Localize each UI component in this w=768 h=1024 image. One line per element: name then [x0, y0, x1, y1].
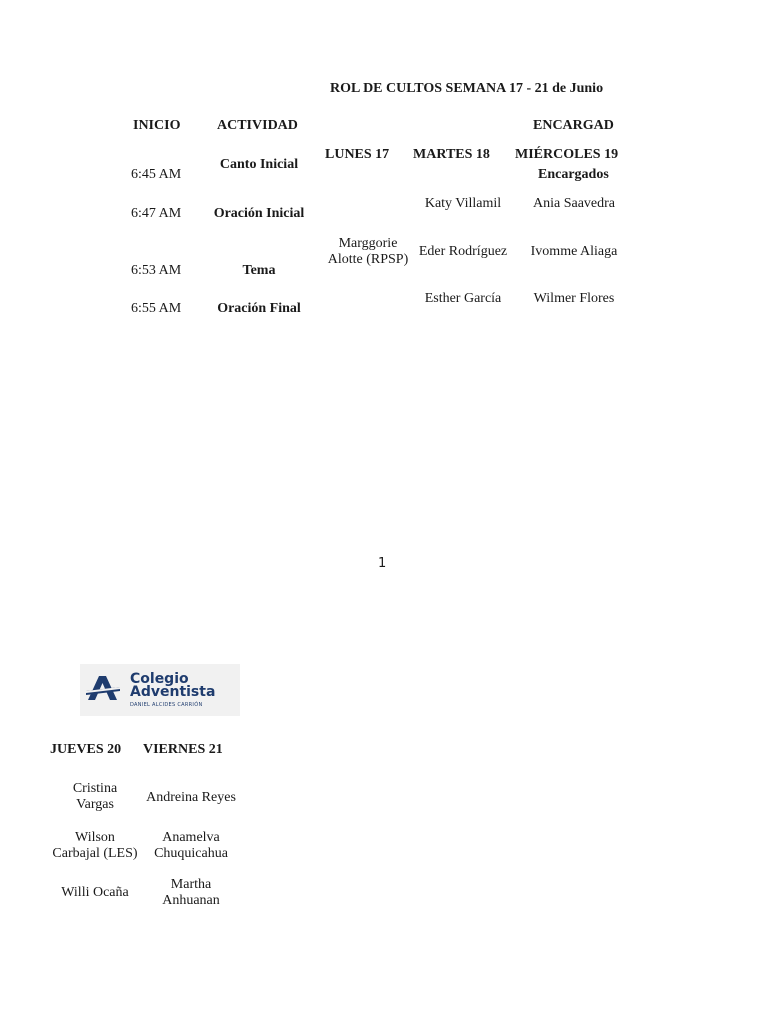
time-cell: 6:45 AM: [131, 167, 182, 182]
miercoles-assignee: Wilmer Flores: [533, 291, 615, 306]
viernes-assignee-line1: Andreina Reyes: [146, 790, 236, 805]
school-logo: [80, 664, 240, 716]
activity-cell: Oración Inicial: [213, 206, 305, 221]
header-miercoles: MIÉRCOLES 19: [515, 147, 619, 162]
header-lunes: LUNES 17: [325, 147, 390, 162]
martes-assignee: Katy Villamil: [424, 196, 502, 211]
header-encargados: Encargados: [538, 167, 609, 182]
viernes-assignee-line1: Anamelva: [162, 830, 220, 845]
lunes-assignee-line1: Marggorie: [338, 236, 398, 251]
header-martes: MARTES 18: [413, 147, 490, 162]
header-viernes: VIERNES 21: [143, 742, 223, 757]
martes-assignee: Eder Rodríguez: [418, 244, 508, 259]
time-cell: 6:53 AM: [131, 263, 182, 278]
page-number: 1: [378, 556, 387, 571]
header-inicio: INICIO: [133, 118, 181, 133]
activity-cell: Canto Inicial: [219, 157, 299, 172]
lunes-assignee-line2: Alotte (RPSP): [327, 252, 409, 267]
header-actividad: ACTIVIDAD: [217, 118, 298, 133]
martes-assignee: Esther García: [424, 291, 502, 306]
jueves-assignee-line2: Vargas: [76, 797, 114, 812]
page-title: ROL DE CULTOS SEMANA 17 - 21 de Junio: [330, 81, 604, 96]
logo-text-line2: Adventista: [130, 684, 216, 700]
jueves-assignee-line2: Carbajal (LES): [52, 846, 138, 861]
miercoles-assignee: Ania Saavedra: [532, 196, 616, 211]
activity-cell: Tema: [242, 263, 276, 278]
school-logo-icon: [86, 674, 122, 702]
logo-subtitle: DANIEL ALCIDES CARRIÓN: [130, 702, 203, 708]
time-cell: 6:55 AM: [131, 301, 182, 316]
time-cell: 6:47 AM: [131, 206, 182, 221]
header-encargad: ENCARGAD: [533, 118, 614, 133]
jueves-assignee-line1: Willi Ocaña: [61, 885, 129, 900]
viernes-assignee-line1: Martha: [170, 877, 212, 892]
viernes-assignee-line2: Anhuanan: [162, 893, 220, 908]
jueves-assignee-line1: Wilson: [75, 830, 115, 845]
miercoles-assignee: Ivomme Aliaga: [530, 244, 618, 259]
header-jueves: JUEVES 20: [50, 742, 122, 757]
logo-text-line1: Colegio: [130, 671, 189, 687]
viernes-assignee-line2: Chuquicahua: [154, 846, 228, 861]
jueves-assignee-line1: Cristina: [72, 781, 118, 796]
activity-cell: Oración Final: [217, 301, 301, 316]
